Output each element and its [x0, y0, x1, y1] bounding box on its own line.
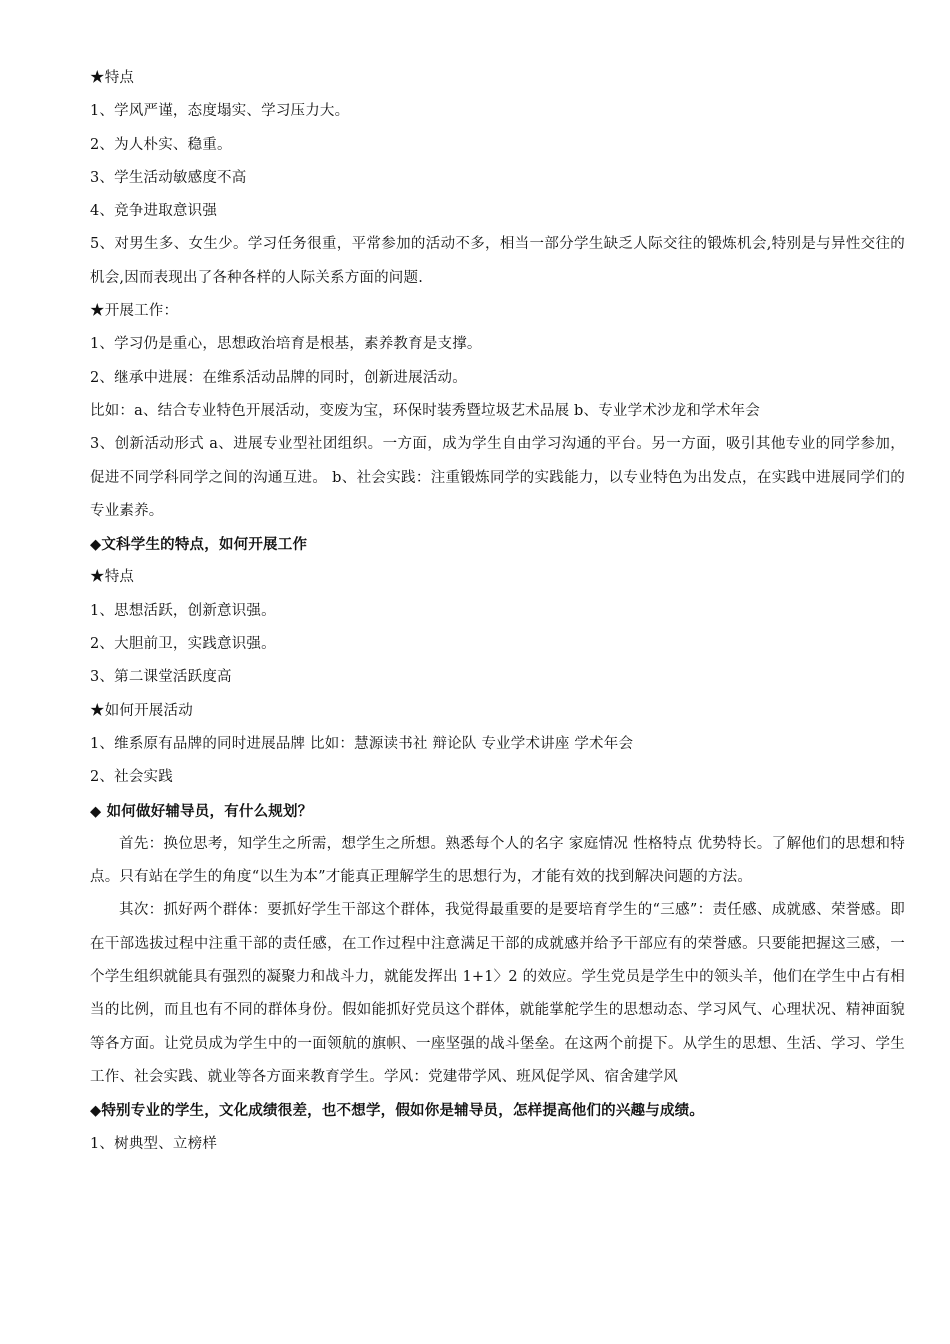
science-work-item-1: 1、学习仍是重心，思想政治培育是根基，素养教育是支撑。 — [90, 336, 482, 353]
special-section-heading: ◆特别专业的学生，文化成绩很差，也不想学，假如你是辅导员，怎样提高他们的兴趣与成绩。 — [90, 1102, 705, 1120]
science-work-heading: ★开展工作： — [90, 303, 179, 320]
science-trait-2: 2、为人朴实、稳重。 — [90, 136, 232, 153]
counselor-paragraph-1: 首先：换位思考，知学生之所需，想学生之所想。熟悉每个人的名字 家庭情况 性格特点 优势特长。了解他们的思想和特点。只有站在学生的角度“以生为本”才能真正理解学生的思想行为，才能有效的找到解决问题的方法。 — [90, 835, 905, 886]
science-traits-heading: ★特点 — [90, 70, 135, 86]
science-work-example: 比如：a、结合专业特色开展活动，变废为宝，环保时装秀暨垃圾艺术品展 b、专业学术沙龙和学术年会 — [90, 402, 760, 419]
liberal-activities-heading: ★如何开展活动 — [90, 702, 193, 719]
liberal-traits-heading: ★特点 — [90, 569, 135, 586]
special-item-1: 1、树典型、立榜样 — [90, 1135, 218, 1152]
liberal-trait-2: 2、大胆前卫，实践意识强。 — [90, 636, 276, 653]
science-trait-5: 5、对男生多、女生少。学习任务很重，平常参加的活动不多，相当一部分学生缺乏人际交往的锻炼机会,特别是与异性交往的机会,因而表现出了各种各样的人际关系方面的问题. — [90, 236, 905, 286]
counselor-section-heading: ◆ 如何做好辅导员，有什么规划？ — [90, 802, 313, 820]
liberal-trait-1: 1、思想活跃，创新意识强。 — [90, 602, 276, 619]
liberal-activity-1: 1、维系原有品牌的同时进展品牌 比如：慧源读书社 辩论队 专业学术讲座 学术年会 — [90, 735, 634, 752]
science-work-item-3: 3、创新活动形式 a、进展专业型社团组织。一方面，成为学生自由学习沟通的平台。另一方面，吸引其他专业的同学参加，促进不同学科同学之间的沟通互进。 b、社会实践：注重锻炼同学的实践能力，以专业特色为出发点，在实践中进展同学们的专业素养。 — [90, 436, 905, 519]
liberal-trait-3: 3、第二课堂活跃度高 — [90, 669, 232, 686]
science-trait-4: 4、竞争进取意识强 — [90, 203, 218, 220]
liberal-activity-2: 2、社会实践 — [90, 769, 173, 786]
liberal-section-heading: ◆文科学生的特点，如何开展工作 — [90, 536, 308, 554]
science-work-item-2: 2、继承中进展：在维系活动品牌的同时，创新进展活动。 — [90, 369, 467, 386]
science-trait-3: 3、学生活动敏感度不高 — [90, 169, 247, 186]
document-page — [90, 62, 905, 1161]
science-trait-1: 1、学风严谨，态度塌实、学习压力大。 — [90, 103, 350, 120]
counselor-paragraph-2: 其次：抓好两个群体：要抓好学生干部这个群体，我觉得最重要的是要培育学生的“三感”：责任感、成就感、荣誉感。即在干部选拔过程中注重干部的责任感，在工作过程中注意满足干部的成就感并给予干部应有的荣誉感。只要能把握这三感，一个学生组织就能具有强烈的凝聚力和战斗力，就能发挥出 1+1〉2 的效应。学生党员是学生中的领头羊，他们在学生中占有相当的比例，而且也有不同的群体身份。假如能抓好党员这个群体，就能掌舵学生的思想动态、学习风气、心理状况、精神面貌等各方面。让党员成为学生中的一面领航的旗帜、一座坚强的战斗堡垒。在这两个前提下。从学生的思想、生活、学习、学生工作、社会实践、就业等各方面来教育学生。学风：党建带学风、班风促学风、宿舍建学风 — [90, 902, 905, 1085]
